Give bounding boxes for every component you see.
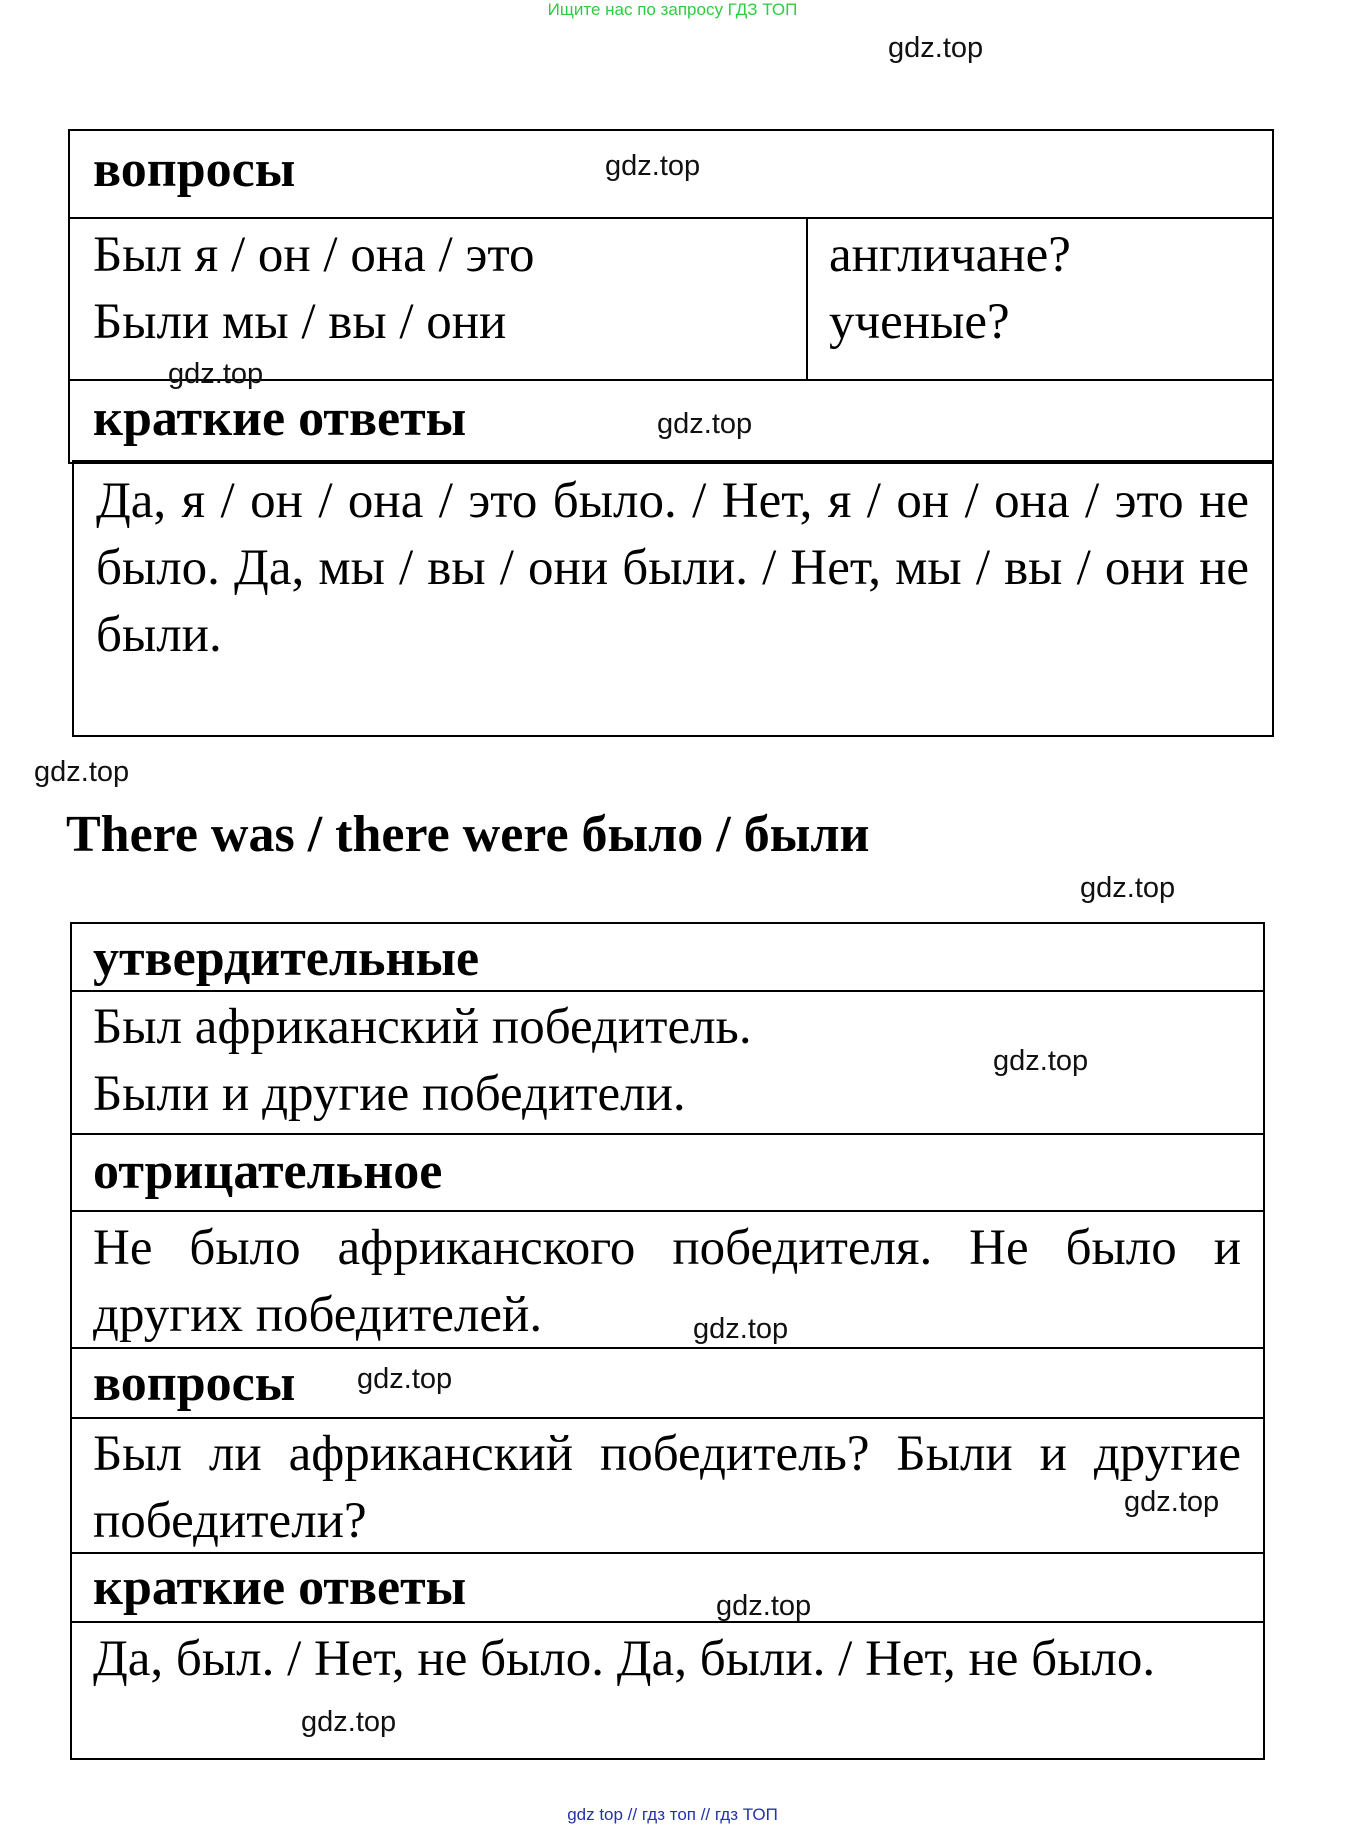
watermark: gdz.top — [357, 1363, 453, 1395]
watermark: gdz.top — [168, 358, 264, 390]
table1-divider — [68, 217, 1274, 219]
table2-affirmative-line: Были и другие победители. — [93, 1066, 686, 1122]
table2-divider — [70, 1210, 1265, 1212]
table2-divider — [70, 990, 1265, 992]
footer-links: gdz top // гдз топ // гдз ТОП — [567, 1805, 778, 1824]
table2-affirmative-header: утвердительные — [93, 930, 480, 987]
table2-short-answers-header: краткие ответы — [93, 1559, 467, 1616]
table2-divider — [70, 1417, 1265, 1419]
table2-affirmative-line: Был африканский победитель. — [93, 999, 752, 1055]
table2-divider — [70, 1133, 1265, 1135]
table1-short-answers-text: Да, я / он / она / это было. / Нет, я / он / она / это не было. Да, мы / вы / они были. / Нет, мы / вы / они не были. — [96, 473, 1249, 663]
watermark: gdz.top — [1124, 1486, 1220, 1518]
watermark: gdz.top — [34, 756, 130, 788]
top-search-note: Ищите нас по запросу ГДЗ ТОП — [547, 0, 798, 19]
watermark: gdz.top — [605, 150, 701, 182]
table1-questions-header: вопросы — [93, 141, 296, 198]
watermark: gdz.top — [993, 1045, 1089, 1077]
table2-questions-text: Был ли африканский победитель? Были и другие победители? — [93, 1426, 1241, 1549]
table1-short-answers-header: краткие ответы — [93, 390, 467, 447]
table1-question-ending: англичане? — [829, 227, 1071, 283]
watermark: gdz.top — [301, 1706, 397, 1738]
watermark: gdz.top — [888, 32, 984, 64]
section-heading: There was / there were было / были — [66, 806, 870, 863]
table1-question-line: Были мы / вы / они — [93, 294, 507, 350]
table2-divider — [70, 1621, 1265, 1623]
table1-column-divider — [806, 217, 808, 381]
table2-negative-header: отрицательное — [93, 1143, 443, 1200]
table2-questions-header: вопросы — [93, 1355, 296, 1412]
watermark: gdz.top — [716, 1590, 812, 1622]
table1-question-ending: ученые? — [829, 294, 1010, 350]
watermark: gdz.top — [693, 1313, 789, 1345]
watermark: gdz.top — [1080, 872, 1176, 904]
table1-question-line: Был я / он / она / это — [93, 227, 535, 283]
watermark: gdz.top — [657, 408, 753, 440]
table2-short-answers-text: Да, был. / Нет, не было. Да, были. / Нет, не было. — [93, 1631, 1156, 1687]
table2-negative-text: Не было африканского победителя. Не было и других победителей. — [93, 1220, 1241, 1343]
